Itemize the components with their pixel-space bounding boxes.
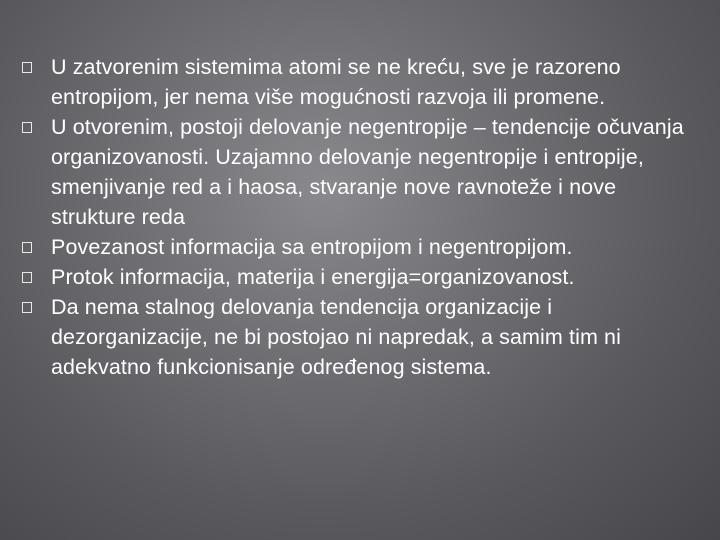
bullet-text: Da nema stalnog delovanja tendencija organizacije i dezorganizacije, ne bi postojao ni napredak, a samim tim ni adekvatno funkcionisanje određenog sistema. — [51, 295, 621, 379]
square-bullet-icon — [22, 242, 32, 253]
square-bullet-icon — [22, 62, 32, 73]
square-bullet-icon — [22, 272, 32, 283]
square-bullet-icon — [22, 302, 32, 313]
bullet-text: U otvorenim, postoji delovanje negentropije – tendencije očuvanja organizovanosti. Uzajamno delovanje negentropije i entropije, smenjivanje red a i haosa, stvaranje nove ravnoteže i nove strukture reda — [51, 115, 684, 229]
list-item — [22, 232, 702, 262]
bullet-text: Protok informacija, materija i energija=organizovanost. — [51, 265, 575, 289]
list-item — [22, 52, 702, 112]
square-bullet-icon — [22, 122, 32, 133]
list-item — [22, 292, 702, 382]
bullet-text: Povezanost informacija sa entropijom i negentropijom. — [51, 235, 573, 259]
bullet-text: U zatvorenim sistemima atomi se ne kreću, sve je razoreno entropijom, jer nema više mogućnosti razvoja ili promene. — [51, 55, 621, 109]
bullet-list — [22, 52, 702, 382]
list-item — [22, 262, 702, 292]
list-item — [22, 112, 702, 232]
